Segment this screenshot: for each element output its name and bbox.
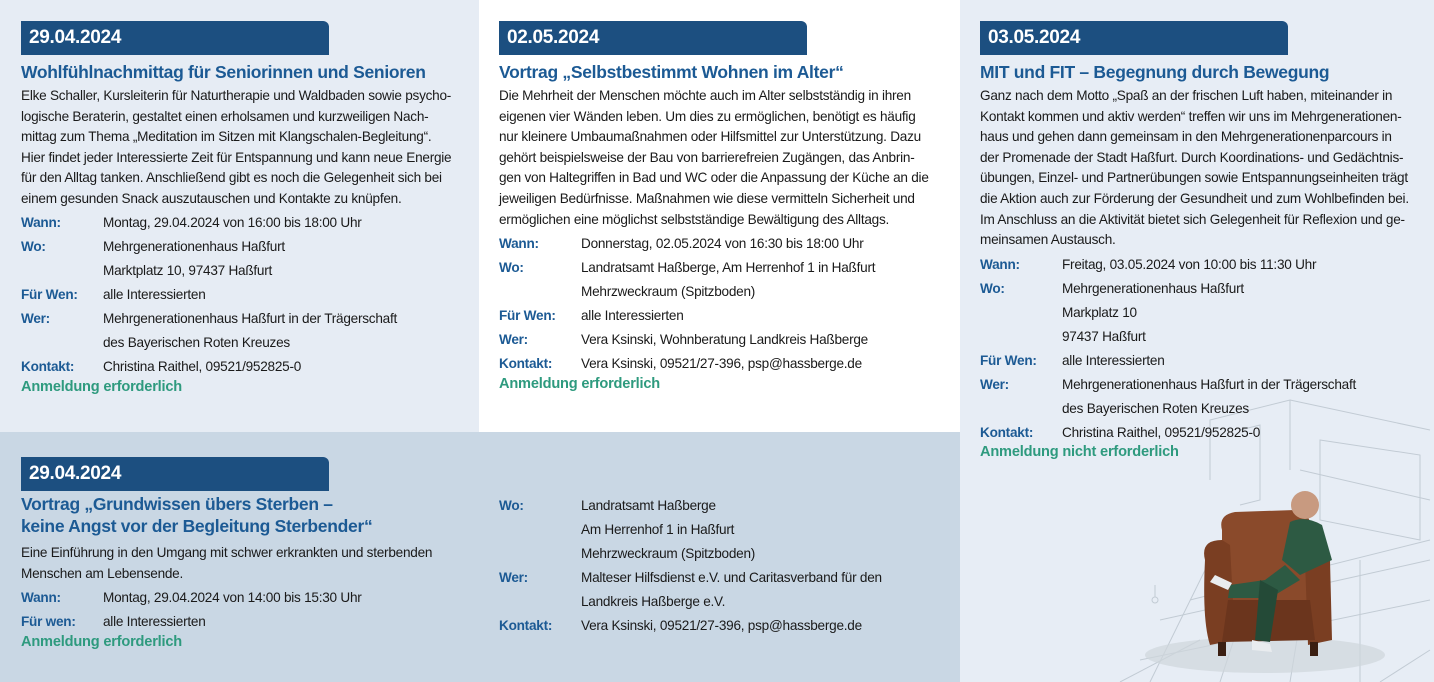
event-description: Die Mehrheit der Menschen möchte auch im Alter selbstständig in ihren eigenen vier Wänden leben. Um dies zu ermöglichen, benötigt es häufig nur kleinere Umbaumaßnahmen oder Hilfsmittel zur Unterstützung. Dazu gehört beispielsweise der Bau von barrierefreien Zugängen, das Anbrin- gen von Haltegriffen in Bad und WC oder die Anpassung der Küche an die jeweiligen Bedürfnisse. Maßnahmen wie diese vermitteln Sicherheit und ermöglichen eine möglichst selbstständige Bewältigung des Alltags. bbox=[499, 88, 929, 227]
event-title: Wohlfühlnachmittag für Seniorinnen und Senioren bbox=[21, 62, 426, 82]
event-date: 29.04.2024 bbox=[21, 21, 329, 55]
event-details: Wann: Montag, 29.04.2024 von 16:00 bis 18:00 Uhr Wo: Mehrgenerationenhaus Haßfurt Marktplatz 10, 97437 Haßfurt Für Wen: alle Interessierten Wer: Mehrgenerationenhaus Haßfurt in der Trägerschaft des Bayerischen Roten Kreuzes Kontakt: Christina Raithel, 09521/952825-0 bbox=[21, 215, 398, 374]
registration-note: Anmeldung erforderlich bbox=[21, 634, 183, 650]
event-description: Ganz nach dem Motto „Spaß an der frischen Luft haben, miteinander in Kontakt kommen und aktiv werden“ treffen wir uns im Mehrgenerationen- haus und gehen dann gemeinsam in den Mehrgenerationenparcours in der Promenade der Stadt Haßfurt. Durch Koordinations- und Gedächtnis- übungen, Einzel- und Partnerübungen sowie Entspannungseinheiten trägt die Aktion auch zur Förderung der Gesundheit und zum Wohlbefinden bei. Im Anschluss an die Aktivität bietet sich Gelegenheit für Reflexion und ge- meinsamen Austausch. bbox=[980, 88, 1409, 248]
event-card-wohlfuehlnachmittag bbox=[0, 0, 479, 432]
event-details-left: Wann: Montag, 29.04.2024 von 14:00 bis 15:30 Uhr Für wen: alle Interessierten bbox=[21, 590, 362, 629]
event-details-right: Wo: Landratsamt Haßberge Am Herrenhof 1 in Haßfurt Mehrzweckraum (Spitzboden) Wer: Malteser Hilfsdienst e.V. und Caritasverband für den Landkreis Haßberge e.V. Kontakt: Vera Ksinski, 09521/27-396, psp@hassberge.de bbox=[499, 498, 882, 633]
registration-note: Anmeldung erforderlich bbox=[21, 379, 183, 395]
event-date: 02.05.2024 bbox=[499, 21, 807, 55]
registration-note: Anmeldung erforderlich bbox=[499, 376, 661, 392]
event-card-mit-und-fit bbox=[960, 0, 1434, 682]
event-date: 29.04.2024 bbox=[21, 457, 329, 491]
event-description: Eine Einführung in den Umgang mit schwer erkrankten und sterbenden Menschen am Lebensende. bbox=[21, 545, 433, 581]
event-date: 03.05.2024 bbox=[980, 21, 1288, 55]
event-title: Vortrag „Selbstbestimmt Wohnen im Alter“ bbox=[499, 62, 844, 82]
event-description: Elke Schaller, Kursleiterin für Naturtherapie und Waldbaden sowie psycho- logische Beraterin, gestaltet einen erholsamen und kurzweiligen Nach- mittag zum Thema „Meditation im Sitzen mit Klangschalen-Begleitung“. Hier findet jeder Interessierte Zeit für Entspannung und kann neue Energie für den Alltag tanken. Anschließend gibt es noch die Gelegenheit sich bei einem gesunden Snack auszutauschen und Kontakte zu knüpfen. bbox=[21, 88, 452, 206]
registration-note: Anmeldung nicht erforderlich bbox=[980, 444, 1179, 460]
event-details: Wann: Freitag, 03.05.2024 von 10:00 bis 11:30 Uhr Wo: Mehrgenerationenhaus Haßfurt Markplatz 10 97437 Haßfurt Für Wen: alle Interessierten Wer: Mehrgenerationenhaus Haßfurt in der Trägerschaft des Bayerischen Roten Kreuzes Kontakt: Christina Raithel, 09521/952825-0 bbox=[980, 257, 1357, 440]
event-title: Vortrag „Grundwissen übers Sterben – keine Angst vor der Begleitung Sterbender“ bbox=[21, 494, 373, 536]
event-details: Wann: Donnerstag, 02.05.2024 von 16:30 bis 18:00 Uhr Wo: Landratsamt Haßberge, Am Herrenhof 1 in Haßfurt Mehrzweckraum (Spitzboden) Für Wen: alle Interessierten Wer: Vera Ksinski, Wohnberatung Landkreis Haßberge Kontakt: Vera Ksinski, 09521/27-396, psp@hassberge.de bbox=[499, 236, 876, 371]
event-card-grundwissen-sterben bbox=[0, 432, 960, 682]
event-title: MIT und FIT – Begegnung durch Bewegung bbox=[980, 62, 1330, 82]
event-card-selbstbestimmt-wohnen bbox=[479, 0, 960, 432]
